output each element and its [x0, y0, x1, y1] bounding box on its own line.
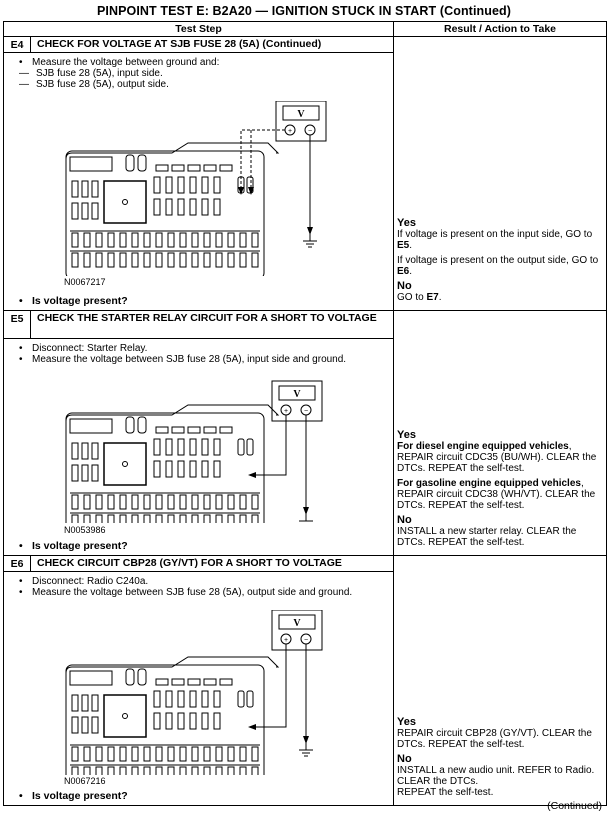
result-text: REPAIR circuit CBP28 (GY/VT). CLEAR the DTCs. REPEAT the self-test.	[397, 728, 592, 750]
step-id: E4	[4, 37, 31, 53]
fuse	[204, 679, 216, 685]
fuse	[154, 177, 160, 193]
fuse	[172, 427, 184, 433]
fuse	[216, 495, 222, 509]
fuse	[96, 233, 102, 247]
fuse	[82, 443, 88, 459]
result-text: , REPAIR circuit CDC38 (WH/VT). CLEAR the DTCs. REPEAT the self-test.	[397, 478, 596, 511]
fuse	[216, 233, 222, 247]
fuse	[126, 155, 134, 171]
fuse	[72, 747, 78, 761]
question: • Is voltage present?	[19, 790, 128, 802]
fuse	[252, 233, 258, 247]
fuse	[92, 203, 98, 219]
fuse	[202, 177, 208, 193]
fuse	[108, 495, 114, 509]
fuse	[168, 515, 174, 523]
center-mark	[123, 714, 128, 719]
fuse	[220, 427, 232, 433]
fuse	[144, 747, 150, 761]
continued-note: (Continued)	[547, 800, 602, 812]
fuse	[156, 747, 162, 761]
fuse	[204, 233, 210, 247]
fuse	[178, 439, 184, 455]
fuse	[82, 717, 88, 733]
fuse	[156, 679, 168, 685]
fuse	[156, 253, 162, 267]
fuse	[178, 691, 184, 707]
fuse	[180, 253, 186, 267]
question: • Is voltage present?	[19, 540, 128, 552]
fuse	[132, 747, 138, 761]
fuse	[214, 691, 220, 707]
fuse	[228, 495, 234, 509]
fuse	[216, 515, 222, 523]
yes-label: Yes	[397, 429, 416, 441]
result-text: REPEAT the self-test.	[397, 787, 494, 798]
yes-label: Yes	[397, 716, 416, 728]
fuse	[154, 691, 160, 707]
fuse	[228, 767, 234, 775]
relay-block	[104, 695, 146, 737]
fuse-28	[247, 691, 253, 707]
fuse	[192, 253, 198, 267]
fuse	[154, 439, 160, 455]
fuse	[168, 747, 174, 761]
fuse-box-diagram	[4, 101, 394, 276]
fuse	[72, 767, 78, 775]
instruction: • Disconnect: Radio C240a.	[4, 576, 393, 587]
fuse	[202, 461, 208, 477]
fuse	[132, 495, 138, 509]
fuse	[120, 233, 126, 247]
fuse	[84, 747, 90, 761]
question: • Is voltage present?	[19, 295, 128, 307]
goto-link[interactable]: E5	[397, 240, 410, 251]
fuse	[166, 461, 172, 477]
fuse	[192, 515, 198, 523]
fuse	[96, 767, 102, 775]
center-mark	[123, 200, 128, 205]
header-test-step: Test Step	[4, 22, 394, 37]
instruction-sub: — SJB fuse 28 (5A), output side.	[4, 79, 393, 90]
step-e5-result	[394, 311, 607, 556]
minus-sign: −	[303, 408, 309, 415]
fuse	[220, 165, 232, 171]
relay-block	[104, 181, 146, 223]
fuse	[180, 767, 186, 775]
step-e4-header	[4, 37, 607, 53]
instruction: • Measure the voltage between SJB fuse 28 (5A), input side and ground.	[4, 354, 393, 365]
fuse	[72, 233, 78, 247]
fuse	[72, 717, 78, 733]
probe-icon	[303, 507, 309, 515]
fuse	[204, 767, 210, 775]
result-text: GO to	[397, 292, 427, 303]
fuse	[72, 181, 78, 197]
fuse	[180, 495, 186, 509]
fuse	[132, 515, 138, 523]
step-title: CHECK THE STARTER RELAY CIRCUIT FOR A SHORT TO VOLTAGE	[31, 311, 394, 339]
step-e6-content	[4, 572, 394, 806]
condition: For diesel engine equipped vehicles	[397, 441, 569, 452]
fuse	[156, 233, 162, 247]
fuse	[120, 767, 126, 775]
fuse	[108, 767, 114, 775]
fuse	[202, 199, 208, 215]
connector	[70, 419, 112, 433]
fuse	[154, 713, 160, 729]
fuse	[166, 691, 172, 707]
fuse	[204, 495, 210, 509]
fuse	[190, 439, 196, 455]
instruction: • Measure the voltage between SJB fuse 28 (5A), output side and ground.	[4, 587, 393, 598]
minus-sign: −	[307, 128, 313, 135]
fuse	[84, 233, 90, 247]
fuse	[144, 253, 150, 267]
figure-id: N0067216	[64, 776, 106, 786]
fuse	[172, 165, 184, 171]
fuse	[214, 713, 220, 729]
fuse	[192, 767, 198, 775]
fuse	[138, 155, 146, 171]
voltmeter-label: V	[293, 389, 301, 400]
fuse	[120, 495, 126, 509]
fuse	[156, 515, 162, 523]
fuse	[240, 495, 246, 509]
fuse	[82, 465, 88, 481]
goto-link[interactable]: E6	[397, 266, 410, 277]
step-title: CHECK CIRCUIT CBP28 (GY/VT) FOR A SHORT TO VOLTAGE	[31, 556, 394, 572]
fuse	[252, 515, 258, 523]
pinpoint-test-table	[3, 21, 607, 806]
fuse	[96, 747, 102, 761]
fuse	[82, 203, 88, 219]
fuse	[168, 253, 174, 267]
table-header-row	[4, 22, 607, 37]
fuse	[204, 747, 210, 761]
fuse	[204, 515, 210, 523]
connector	[70, 157, 112, 171]
fuse	[204, 253, 210, 267]
step-id: E6	[4, 556, 31, 572]
fuse	[72, 495, 78, 509]
fuse	[166, 177, 172, 193]
fuse	[120, 747, 126, 761]
fuse	[154, 461, 160, 477]
fuse	[96, 515, 102, 523]
fuse	[188, 679, 200, 685]
fuse	[220, 679, 232, 685]
fuse	[204, 427, 216, 433]
fuse	[132, 767, 138, 775]
fuse	[72, 203, 78, 219]
fuse	[240, 233, 246, 247]
center-mark	[123, 462, 128, 467]
fuse	[180, 233, 186, 247]
fuse	[72, 443, 78, 459]
fuse	[192, 233, 198, 247]
result-text: If voltage is present on the output side, GO to	[397, 255, 599, 266]
step-title: CHECK FOR VOLTAGE AT SJB FUSE 28 (5A) (Continued)	[31, 37, 394, 53]
fuse	[202, 439, 208, 455]
step-e6-result	[394, 556, 607, 806]
fuse	[126, 669, 134, 685]
fuse	[166, 713, 172, 729]
fuse	[190, 461, 196, 477]
condition: For gasoline engine equipped vehicles	[397, 478, 581, 489]
fuse-28	[238, 691, 244, 707]
fuse	[214, 461, 220, 477]
fuse	[156, 427, 168, 433]
fuse	[192, 747, 198, 761]
result-text: INSTALL a new starter relay. CLEAR the DTCs. REPEAT the self-test.	[397, 526, 577, 548]
fuse	[82, 695, 88, 711]
probe-icon	[248, 724, 256, 730]
fuse	[240, 747, 246, 761]
fuse	[178, 199, 184, 215]
fuse	[120, 253, 126, 267]
fuse	[214, 439, 220, 455]
plus-sign: +	[283, 408, 289, 415]
fuse	[188, 427, 200, 433]
fuse	[178, 461, 184, 477]
fuse	[120, 515, 126, 523]
fuse	[178, 177, 184, 193]
plus-sign: +	[287, 128, 293, 135]
relay-block	[104, 443, 146, 485]
result-text: INSTALL a new audio unit. REFER to Radio. CLEAR the DTCs.	[397, 765, 595, 787]
fuse	[202, 713, 208, 729]
probe-lead	[256, 644, 286, 727]
voltmeter-label: V	[293, 618, 301, 629]
fuse	[168, 233, 174, 247]
minus-sign: −	[303, 637, 309, 644]
voltmeter-label: V	[297, 109, 305, 120]
fuse	[144, 767, 150, 775]
connector	[70, 671, 112, 685]
fuse	[216, 767, 222, 775]
fuse	[92, 717, 98, 733]
fuse	[92, 465, 98, 481]
fuse-28	[247, 439, 253, 455]
fuse	[72, 465, 78, 481]
fuse	[252, 767, 258, 775]
fuse	[96, 253, 102, 267]
fuse	[108, 515, 114, 523]
fuse	[190, 691, 196, 707]
fuse	[72, 253, 78, 267]
fuse	[228, 747, 234, 761]
goto-link[interactable]: E7	[426, 292, 439, 303]
fuse	[252, 495, 258, 509]
fuse	[108, 253, 114, 267]
result-text: , REPAIR circuit CDC35 (BU/WH). CLEAR the DTCs. REPEAT the self-test.	[397, 441, 597, 474]
fuse	[72, 695, 78, 711]
fuse	[202, 691, 208, 707]
fuse	[188, 165, 200, 171]
fuse	[204, 165, 216, 171]
no-label: No	[397, 280, 412, 292]
fuse	[252, 747, 258, 761]
fuse	[190, 713, 196, 729]
fuse	[156, 495, 162, 509]
fuse	[144, 495, 150, 509]
fuse	[138, 417, 146, 433]
fuse	[144, 233, 150, 247]
fuse	[126, 417, 134, 433]
fuse	[190, 199, 196, 215]
fuse	[72, 515, 78, 523]
fuse	[216, 747, 222, 761]
fuse	[228, 253, 234, 267]
fuse	[228, 515, 234, 523]
figure-id: N0067217	[64, 277, 106, 287]
fuse	[144, 515, 150, 523]
plus-sign: +	[283, 637, 289, 644]
instruction: • Disconnect: Starter Relay.	[4, 343, 393, 354]
fuse-box-diagram	[4, 373, 394, 523]
fuse	[138, 669, 146, 685]
fuse	[132, 233, 138, 247]
fuse	[240, 767, 246, 775]
fuse	[180, 747, 186, 761]
fuse	[252, 253, 258, 267]
yes-label: Yes	[397, 217, 416, 229]
fuse	[240, 253, 246, 267]
fuse	[96, 495, 102, 509]
probe-icon	[303, 736, 309, 744]
step-e4-content	[4, 53, 394, 311]
probe-icon	[238, 187, 254, 195]
fuse	[216, 253, 222, 267]
fuse	[132, 253, 138, 267]
fuse	[190, 177, 196, 193]
fuse	[84, 495, 90, 509]
fuse-28	[238, 439, 244, 455]
instruction: • Measure the voltage between ground and:	[4, 57, 393, 68]
fuse	[166, 439, 172, 455]
fuse	[84, 253, 90, 267]
fuse	[172, 679, 184, 685]
fuse	[156, 767, 162, 775]
figure-id: N0053986	[64, 525, 106, 535]
fuse	[168, 495, 174, 509]
fuse	[92, 443, 98, 459]
fuse	[84, 767, 90, 775]
fuse	[166, 199, 172, 215]
fuse	[108, 747, 114, 761]
step-e4-result: Yes If voltage is present on the input side, GO to E5. If voltage is present on the output side, GO to E6. No GO to E7.	[394, 37, 607, 311]
header-result: Result / Action to Take	[394, 22, 607, 37]
fuse	[154, 199, 160, 215]
probe-lead	[256, 415, 286, 475]
fuse	[178, 713, 184, 729]
no-label: No	[397, 514, 412, 526]
fuse	[92, 181, 98, 197]
probe-lead	[241, 130, 285, 191]
fuse	[82, 181, 88, 197]
fuse	[156, 165, 168, 171]
no-label: No	[397, 753, 412, 765]
probe-icon	[307, 227, 313, 235]
fuse	[214, 199, 220, 215]
page-title: PINPOINT TEST E: B2A20 — IGNITION STUCK IN START (Continued)	[96, 4, 512, 18]
step-e5-content	[4, 339, 394, 556]
result-text: If voltage is present on the input side, GO to	[397, 229, 593, 240]
fuse-box-diagram	[4, 610, 394, 775]
fuse	[180, 515, 186, 523]
fuse	[228, 233, 234, 247]
fuse	[214, 177, 220, 193]
fuse	[84, 515, 90, 523]
fuse	[92, 695, 98, 711]
fuse	[192, 495, 198, 509]
probe-icon	[248, 472, 256, 478]
instruction-sub: — SJB fuse 28 (5A), input side.	[4, 68, 393, 79]
fuse	[168, 767, 174, 775]
step-id: E5	[4, 311, 31, 339]
fuse	[240, 515, 246, 523]
fuse	[108, 233, 114, 247]
